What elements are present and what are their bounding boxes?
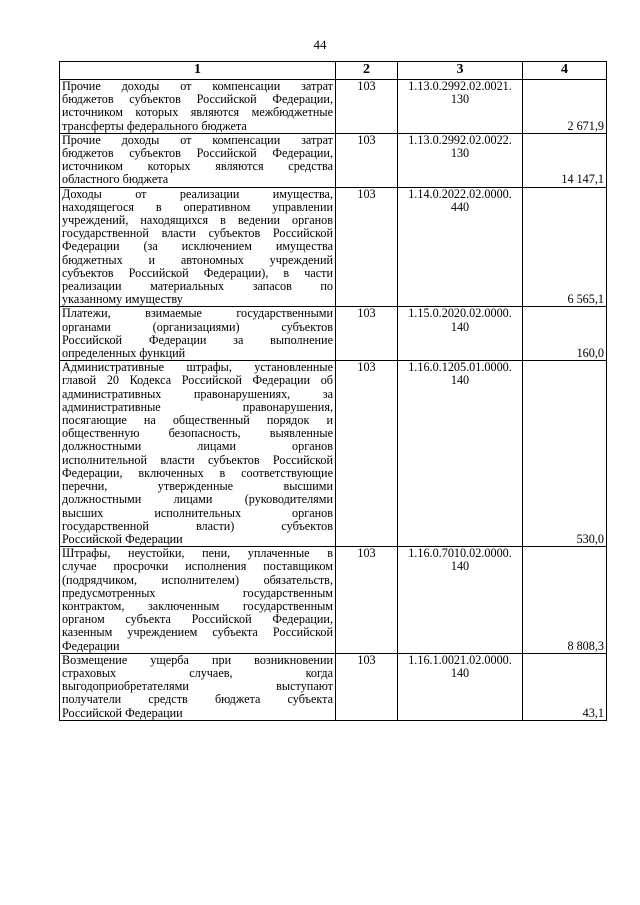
description-line: бюджетов субъектов Российской Федерации, — [62, 146, 333, 161]
description-line: органом субъекта Российской Федерации, — [62, 612, 333, 627]
code-line: 1.13.0.2992.02.0022. — [408, 132, 512, 147]
row-admin-code: 103 — [336, 547, 398, 654]
row-revenue-code — [398, 187, 523, 307]
description-line: административных правонарушениях, за — [62, 386, 333, 401]
description-line: бюджетов субъектов Российской Федерации, — [62, 92, 333, 107]
code-line: 140 — [450, 665, 470, 680]
description-line: предусмотренных государственным — [62, 585, 333, 600]
row-admin-code: 103 — [336, 653, 398, 720]
table-row — [60, 361, 607, 547]
row-revenue-code — [398, 133, 523, 187]
description-line: должностными лицами (руководителями — [62, 492, 333, 507]
description-line: казенным учреждением субъекта Российской — [62, 625, 333, 640]
code-line: 140 — [450, 559, 470, 574]
row-admin-code: 103 — [336, 133, 398, 187]
description-line: посягающие на общественный порядок и — [62, 413, 333, 428]
header-col-1: 1 — [60, 62, 336, 80]
row-description — [60, 307, 336, 361]
row-amount: 160,0 — [523, 307, 607, 361]
description-line: находящегося в оперативном управлении — [62, 199, 333, 214]
row-revenue-code — [398, 80, 523, 134]
row-admin-code: 103 — [336, 187, 398, 307]
description-line: Прочие доходы от компенсации затрат — [62, 132, 333, 147]
code-line: 1.13.0.2992.02.0021. — [408, 79, 512, 93]
table-row — [60, 133, 607, 187]
table-row — [60, 80, 607, 134]
description-line: случае просрочки исполнения поставщиком — [62, 559, 333, 574]
description-line: Федерации — [62, 638, 120, 653]
description-line: страховых случаев, когда — [62, 665, 333, 680]
description-line: учреждений, находящихся в ведении органов — [62, 213, 333, 228]
code-line: 140 — [450, 373, 470, 388]
description-line: Административные штрафы, установленные — [62, 360, 333, 375]
description-line: трансферты федерального бюджета — [62, 118, 247, 133]
code-line: 1.16.0.7010.02.0000. — [408, 546, 512, 561]
description-line: исполнительной власти субъектов Российской — [62, 452, 333, 467]
description-line: реализации материальных запасов по — [62, 279, 333, 294]
description-line: государственной власти) субъектов — [62, 518, 333, 533]
table-row — [60, 653, 607, 720]
header-col-4: 4 — [523, 62, 607, 80]
description-line: должностными лицами органов — [62, 439, 333, 454]
code-line: 1.15.0.2020.02.0000. — [408, 306, 512, 321]
table-row — [60, 547, 607, 654]
row-amount: 6 565,1 — [523, 187, 607, 307]
description-line: органами (организациями) субъектов — [62, 319, 333, 334]
description-line: Российской Федерации за выполнение — [62, 332, 333, 347]
row-revenue-code — [398, 307, 523, 361]
description-line: Федерации, включенных в соответствующие — [62, 465, 333, 480]
description-line: административные правонарушения, — [62, 399, 333, 414]
row-revenue-code — [398, 653, 523, 720]
description-line: высших исполнительных органов — [62, 505, 333, 520]
table-row — [60, 187, 607, 307]
row-amount: 14 147,1 — [523, 133, 607, 187]
code-line: 130 — [450, 146, 470, 161]
code-line: 1.14.0.2022.02.0000. — [408, 186, 512, 201]
description-line: источником которых являются межбюджетные — [62, 105, 333, 120]
row-description — [60, 80, 336, 134]
description-line: контрактом, заключенным государственным — [62, 598, 333, 613]
description-line: перечни, утвержденные высшими — [62, 479, 333, 494]
row-description — [60, 361, 336, 547]
description-line: выгодоприобретателями выступают — [62, 679, 333, 694]
description-line: определенных функций — [62, 346, 186, 361]
code-line: 140 — [450, 319, 470, 334]
row-amount: 43,1 — [523, 653, 607, 720]
row-revenue-code — [398, 361, 523, 547]
page-number: 44 — [313, 37, 327, 52]
row-admin-code: 103 — [336, 361, 398, 547]
code-line: 440 — [450, 199, 470, 214]
description-line: Прочие доходы от компенсации затрат — [62, 79, 333, 93]
description-line: областного бюджета — [62, 172, 169, 187]
code-line: 1.16.0.1205.01.0000. — [408, 360, 512, 375]
description-line: бюджетных и автономных учреждений — [62, 252, 333, 267]
header-col-3: 3 — [398, 62, 523, 80]
description-line: Штрафы, неустойки, пени, уплаченные в — [62, 546, 333, 561]
description-line: государственной власти субъектов Российской — [62, 226, 333, 241]
description-line: Возмещение ущерба при возникновении — [62, 652, 333, 667]
description-line: субъектов Российской Федерации), в части — [62, 265, 333, 280]
row-amount: 8 808,3 — [523, 547, 607, 654]
description-line: Доходы от реализации имущества, — [62, 186, 333, 201]
description-line: (подрядчиком, исполнителем) обязательств, — [62, 572, 333, 587]
header-col-2: 2 — [336, 62, 398, 80]
row-amount: 2 671,9 — [523, 80, 607, 134]
description-line: Федерации (за исключением имущества — [62, 239, 333, 254]
header-row — [60, 62, 607, 80]
table-row — [60, 307, 607, 361]
row-description — [60, 653, 336, 720]
row-amount: 530,0 — [523, 361, 607, 547]
description-line: Российской Федерации — [62, 705, 183, 720]
row-revenue-code — [398, 547, 523, 654]
table-body — [60, 80, 607, 721]
row-description — [60, 133, 336, 187]
description-line: источником которых являются средства — [62, 159, 333, 174]
row-description — [60, 547, 336, 654]
description-line: общественную безопасность, выявленные — [62, 426, 333, 441]
description-line: главой 20 Кодекса Российской Федерации об — [62, 373, 333, 388]
code-line: 130 — [450, 92, 470, 107]
description-line: получатели средств бюджета субъекта — [62, 692, 333, 707]
revenue-table — [59, 61, 607, 721]
description-line: Платежи, взимаемые государственными — [62, 306, 333, 321]
row-description — [60, 187, 336, 307]
description-line: указанному имуществу — [62, 292, 183, 307]
code-line: 1.16.1.0021.02.0000. — [408, 652, 512, 667]
row-admin-code: 103 — [336, 307, 398, 361]
description-line: Российской Федерации — [62, 531, 183, 546]
row-admin-code: 103 — [336, 80, 398, 134]
